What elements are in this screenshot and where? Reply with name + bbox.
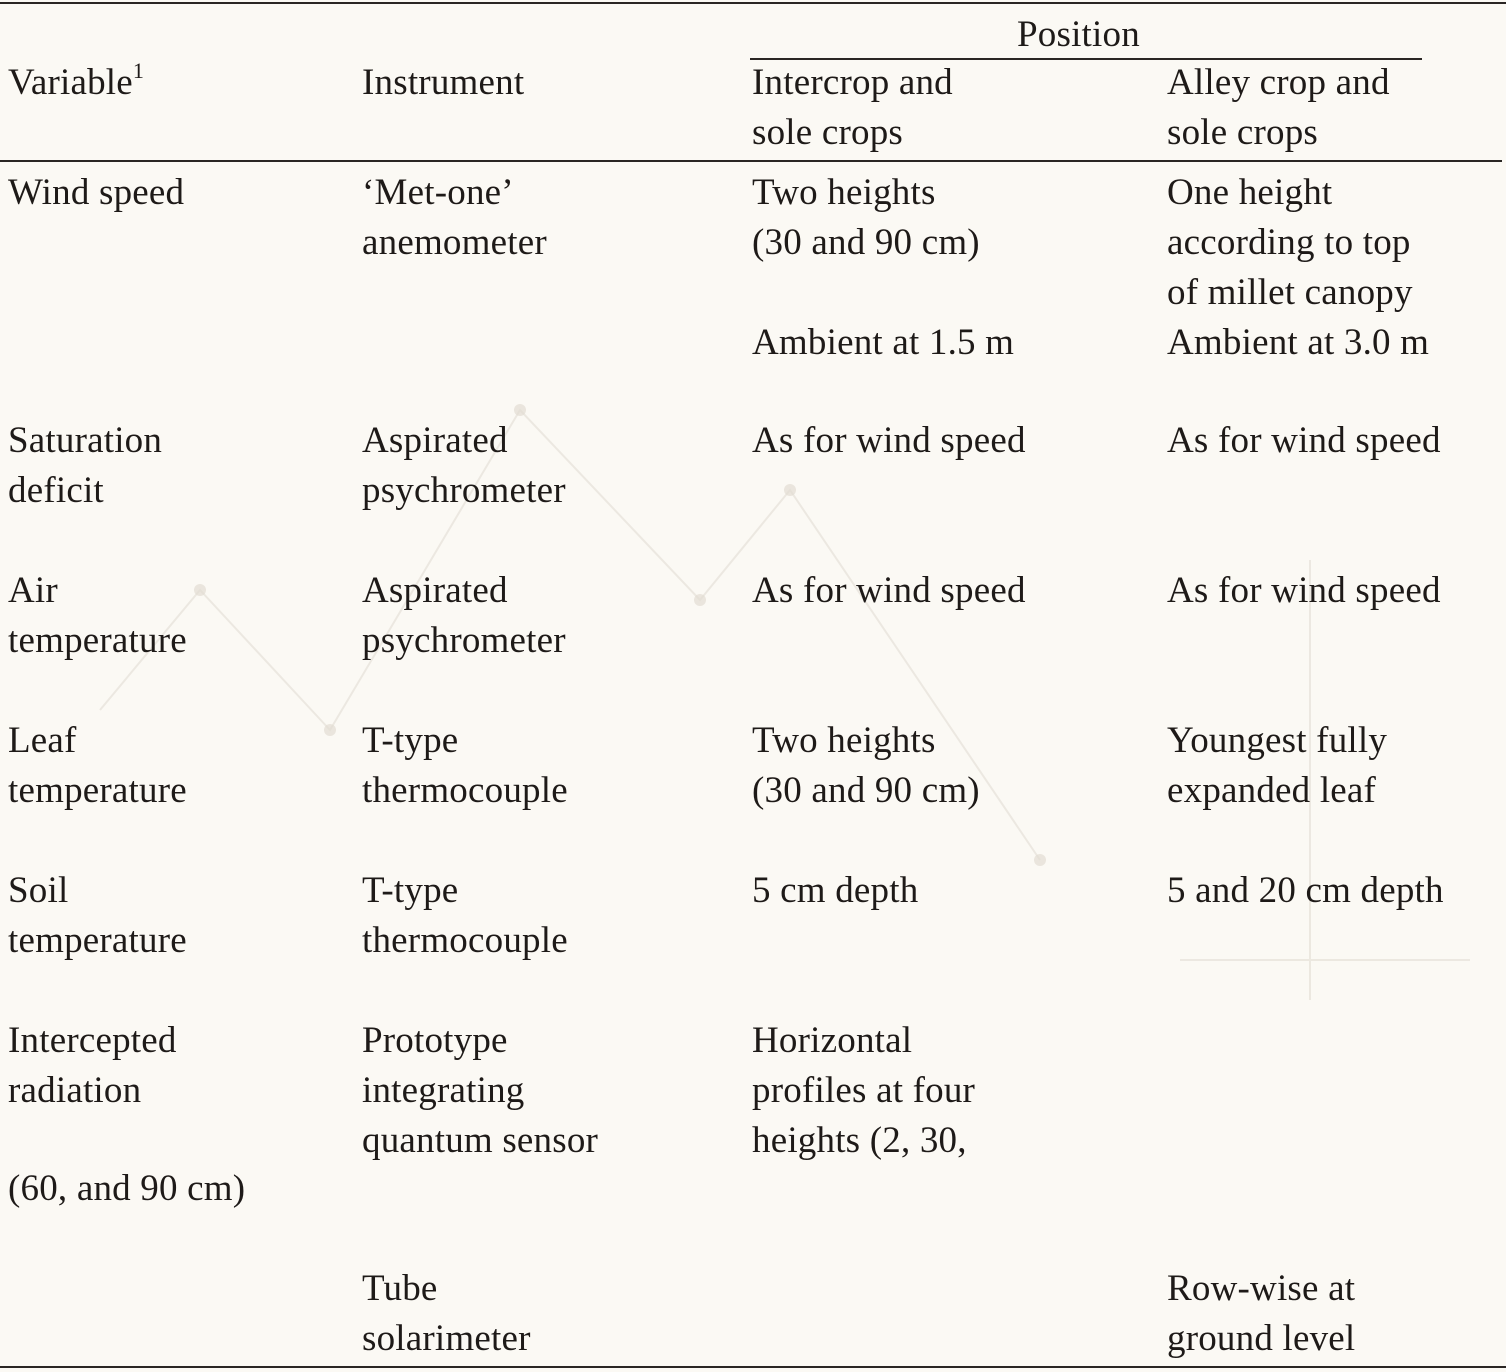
wind-variable: Wind speed [8, 172, 185, 213]
header-bottom-rule [0, 160, 1502, 162]
wind-alley-line3: of millet canopy [1167, 272, 1413, 313]
tube-instrument-line1: Tube [362, 1268, 438, 1309]
saturation-instrument-line2: psychrometer [362, 470, 566, 511]
air-intercrop: As for wind speed [752, 570, 1026, 611]
air-instrument-line2: psychrometer [362, 620, 566, 661]
saturation-intercrop: As for wind speed [752, 420, 1026, 461]
header-position: Position [1017, 14, 1140, 55]
radiation-instrument-line1: Prototype [362, 1020, 508, 1061]
header-instrument: Instrument [362, 62, 525, 103]
radiation-instrument-line2: integrating [362, 1070, 525, 1111]
leaf-variable-line2: temperature [8, 770, 187, 811]
wind-intercrop-line1: Two heights [752, 172, 936, 213]
air-alley: As for wind speed [1167, 570, 1441, 611]
air-variable-line1: Air [8, 570, 58, 611]
header-alley-line1: Alley crop and [1167, 62, 1390, 103]
wind-instrument-line2: anemometer [362, 222, 547, 263]
leaf-instrument-line2: thermocouple [362, 770, 568, 811]
radiation-continuation: (60, and 90 cm) [8, 1168, 246, 1209]
wind-intercrop-line2: (30 and 90 cm) [752, 222, 980, 263]
wind-alley-line2: according to top [1167, 222, 1411, 263]
tube-alley-line1: Row-wise at [1167, 1268, 1356, 1309]
wind-intercrop-ambient: Ambient at 1.5 m [752, 322, 1015, 363]
header-intercrop-line2: sole crops [752, 112, 903, 153]
soil-instrument-line1: T-type [362, 870, 459, 911]
radiation-variable-line2: radiation [8, 1070, 142, 1111]
top-rule [0, 2, 1506, 4]
soil-instrument-line2: thermocouple [362, 920, 568, 961]
saturation-instrument-line1: Aspirated [362, 420, 508, 461]
header-alley-line2: sole crops [1167, 112, 1318, 153]
leaf-intercrop-line2: (30 and 90 cm) [752, 770, 980, 811]
leaf-intercrop-line1: Two heights [752, 720, 936, 761]
air-variable-line2: temperature [8, 620, 187, 661]
header-variable: Variable$^1$ [8, 58, 145, 103]
soil-alley: 5 and 20 cm depth [1167, 870, 1444, 911]
header-intercrop-line1: Intercrop and [752, 62, 953, 103]
leaf-variable-line1: Leaf [8, 720, 77, 761]
wind-instrument-line1: ‘Met-one’ [362, 172, 514, 213]
wind-alley-line1: One height [1167, 172, 1333, 213]
soil-intercrop: 5 cm depth [752, 870, 919, 911]
saturation-variable-line2: deficit [8, 470, 104, 511]
wind-alley-ambient: Ambient at 3.0 m [1167, 322, 1430, 363]
radiation-intercrop-line2: profiles at four [752, 1070, 976, 1111]
leaf-alley-line2: expanded leaf [1167, 770, 1377, 811]
radiation-intercrop-line1: Horizontal [752, 1020, 913, 1061]
radiation-instrument-line3: quantum sensor [362, 1120, 599, 1161]
variable-footnote-marker: 1 [132, 58, 145, 83]
soil-variable-line1: Soil [8, 870, 69, 911]
bottom-rule [0, 1366, 1506, 1368]
saturation-alley: As for wind speed [1167, 420, 1441, 461]
leaf-instrument-line1: T-type [362, 720, 459, 761]
tube-alley-line2: ground level [1167, 1318, 1356, 1359]
radiation-variable-line1: Intercepted [8, 1020, 177, 1061]
radiation-intercrop-line3: heights (2, 30, [752, 1120, 967, 1161]
air-instrument-line1: Aspirated [362, 570, 508, 611]
saturation-variable-line1: Saturation [8, 420, 163, 461]
leaf-alley-line1: Youngest fully [1167, 720, 1388, 761]
tube-instrument-line2: solarimeter [362, 1318, 531, 1359]
soil-variable-line2: temperature [8, 920, 187, 961]
